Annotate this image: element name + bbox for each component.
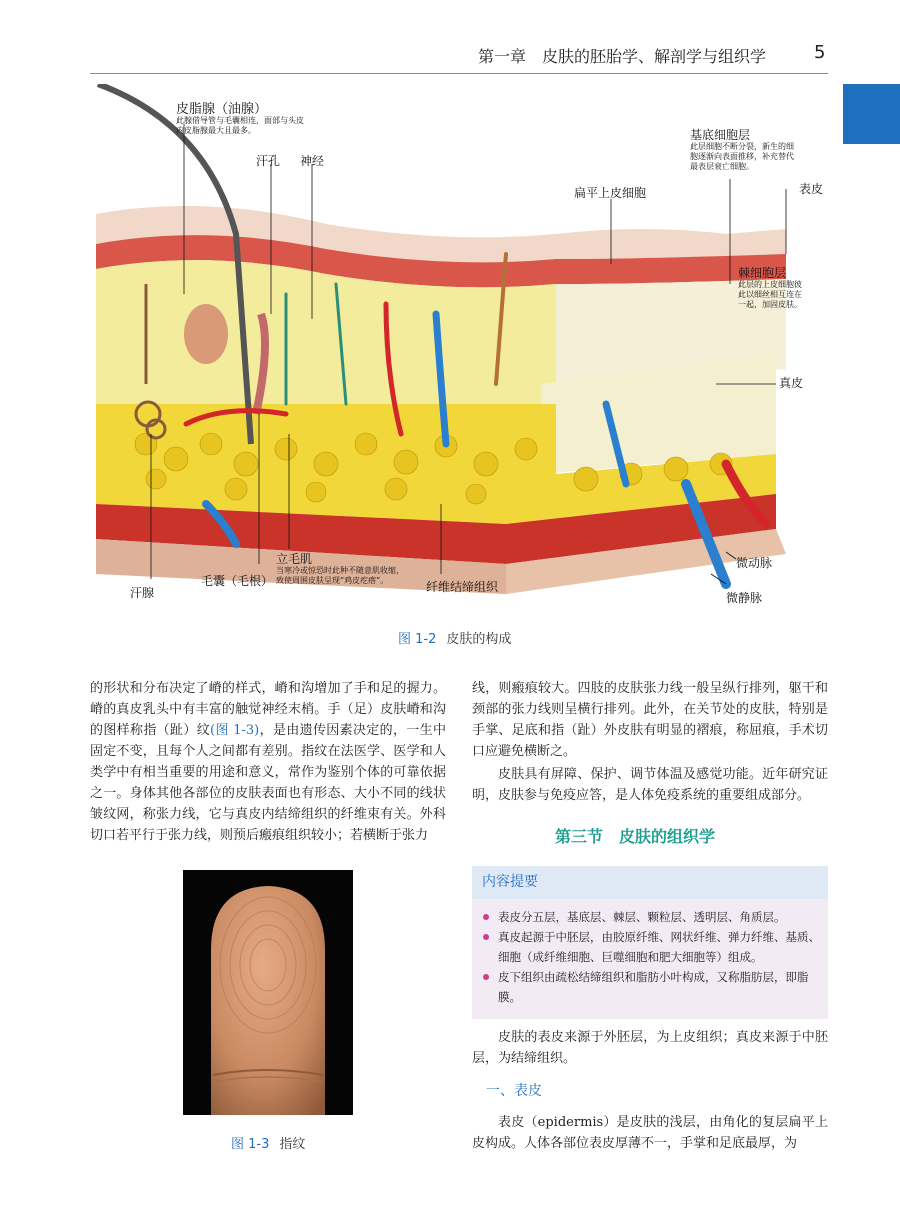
label-dermis: 真皮: [779, 376, 804, 390]
chapter-thumb-tab: [843, 84, 900, 144]
page-number: 5: [814, 42, 826, 63]
figure-1-2-number: 图 1-2: [398, 632, 437, 647]
note-sebaceous-gland: 此腺借导管与毛囊相连，面部与头皮 内皮脂腺最大且最多。: [176, 116, 304, 135]
label-spinous-layer: 棘细胞层: [738, 266, 787, 280]
figure-1-3-reference-link[interactable]: (图 1-3): [210, 723, 260, 738]
left-paragraph-part-b: ，是由遗传因素决定的，一生中固定不变，且每个人之间都有差别。指纹在法医学、医学和人类学中有相当重要的用途和意义，常作为鉴别个体的可靠依据之一。身体其他各部位的皮肤表面也有形态、大小不同的线状皱纹网，称张力线，它与真皮内结缔组织的纤维束有关。外科切口若平行于张力线，则预后瘢痕组织较小；若横断于张力: [90, 723, 446, 843]
figure-1-2-caption: [398, 628, 511, 647]
label-hair-follicle: 毛囊（毛根）: [201, 574, 274, 588]
label-epidermis: 表皮: [799, 182, 824, 196]
skin-structure-illustration: [86, 84, 831, 619]
label-fibrous-tissue: 纤维结缔组织: [426, 580, 499, 594]
figure-1-2-text: 皮肤的构成: [446, 632, 512, 647]
left-paragraph-part-a: 的形状和分布决定了嵴的样式，嵴和沟增加了手和足的握力。嵴的真皮乳头中有丰富的触觉神经末梢。手（足）皮肤嵴和沟的图样称指（趾）纹: [90, 681, 446, 738]
figure-1-3-caption: [231, 1133, 305, 1152]
section-title: 第三节 皮肤的组织学: [555, 827, 716, 846]
summary-box: [472, 866, 828, 1019]
subheading-epidermis: 一、表皮: [486, 1083, 542, 1099]
left-paragraph: [90, 678, 446, 846]
summary-item: 皮下组织由疏松结缔组织和脂肪小叶构成，又称脂肪层，即脂膜。: [498, 967, 820, 1007]
note-arrector-pili: 当寒冷或惊恐时此种不随意肌收缩， 致使周围皮肤呈现“鸡皮疙瘩”。: [276, 566, 404, 585]
figure-1-3-text: 指纹: [279, 1137, 306, 1152]
epidermis-paragraph: 表皮（epidermis）是皮肤的浅层，由角化的复层扁平上皮构成。人体各部位表皮厚薄不一，手掌和足底最厚，为: [472, 1115, 828, 1151]
fingertip-image: [183, 870, 353, 1115]
summary-list: [472, 899, 828, 1007]
running-header: 第一章 皮肤的胚胎学、解剖学与组织学: [478, 47, 767, 66]
summary-item: 真皮起源于中胚层，由胶原纤维、网状纤维、弹力纤维、基质、细胞（成纤维细胞、巨噬细胞和肥大细胞等）组成。: [498, 927, 820, 967]
label-squamous-cells: 扁平上皮细胞: [574, 186, 647, 200]
right-paragraph-1: 线，则瘢痕较大。四肢的皮肤张力线一般呈纵行排列，躯干和颈部的张力线则呈横行排列。此外，在关节处的皮肤，特别是手掌、足底和指（趾）外皮肤有明显的褶痕，称屈痕，手术切口应避免横断之。: [472, 681, 828, 759]
header-rule: [90, 73, 828, 74]
figure-1-3-number: 图 1-3: [231, 1137, 270, 1152]
note-spinous-layer: 此层的上皮细胞彼 此以细丝相互连在 一起，加固皮肤。: [738, 280, 802, 309]
label-sweat-pore: 汗孔: [256, 154, 281, 168]
summary-heading: 内容提要: [472, 866, 828, 899]
label-basal-layer: 基底细胞层: [690, 128, 751, 142]
label-arrector-pili: 立毛肌: [276, 552, 313, 566]
label-sweat-gland: 汗腺: [130, 586, 155, 600]
summary-item: 表皮分五层，基底层、棘层、颗粒层、透明层、角质层。: [498, 907, 820, 927]
label-sebaceous-gland: 皮脂腺（油腺）: [176, 102, 268, 117]
origin-paragraph: 皮肤的表皮来源于外胚层，为上皮组织；真皮来源于中胚层，为结缔组织。: [472, 1030, 828, 1066]
label-venule: 微静脉: [726, 591, 763, 605]
fingerprint-photo: [183, 870, 353, 1115]
note-basal-layer: 此层细胞不断分裂，新生的细 胞逐渐向表面推移，补充替代 最表层衰亡细胞。: [690, 142, 794, 171]
label-nerve: 神经: [300, 154, 325, 168]
right-paragraph-2: 皮肤具有屏障、保护、调节体温及感觉功能。近年研究证明，皮肤参与免疫应答，是人体免疫系统的重要组成部分。: [472, 767, 828, 803]
label-arteriole: 微动脉: [736, 556, 773, 570]
